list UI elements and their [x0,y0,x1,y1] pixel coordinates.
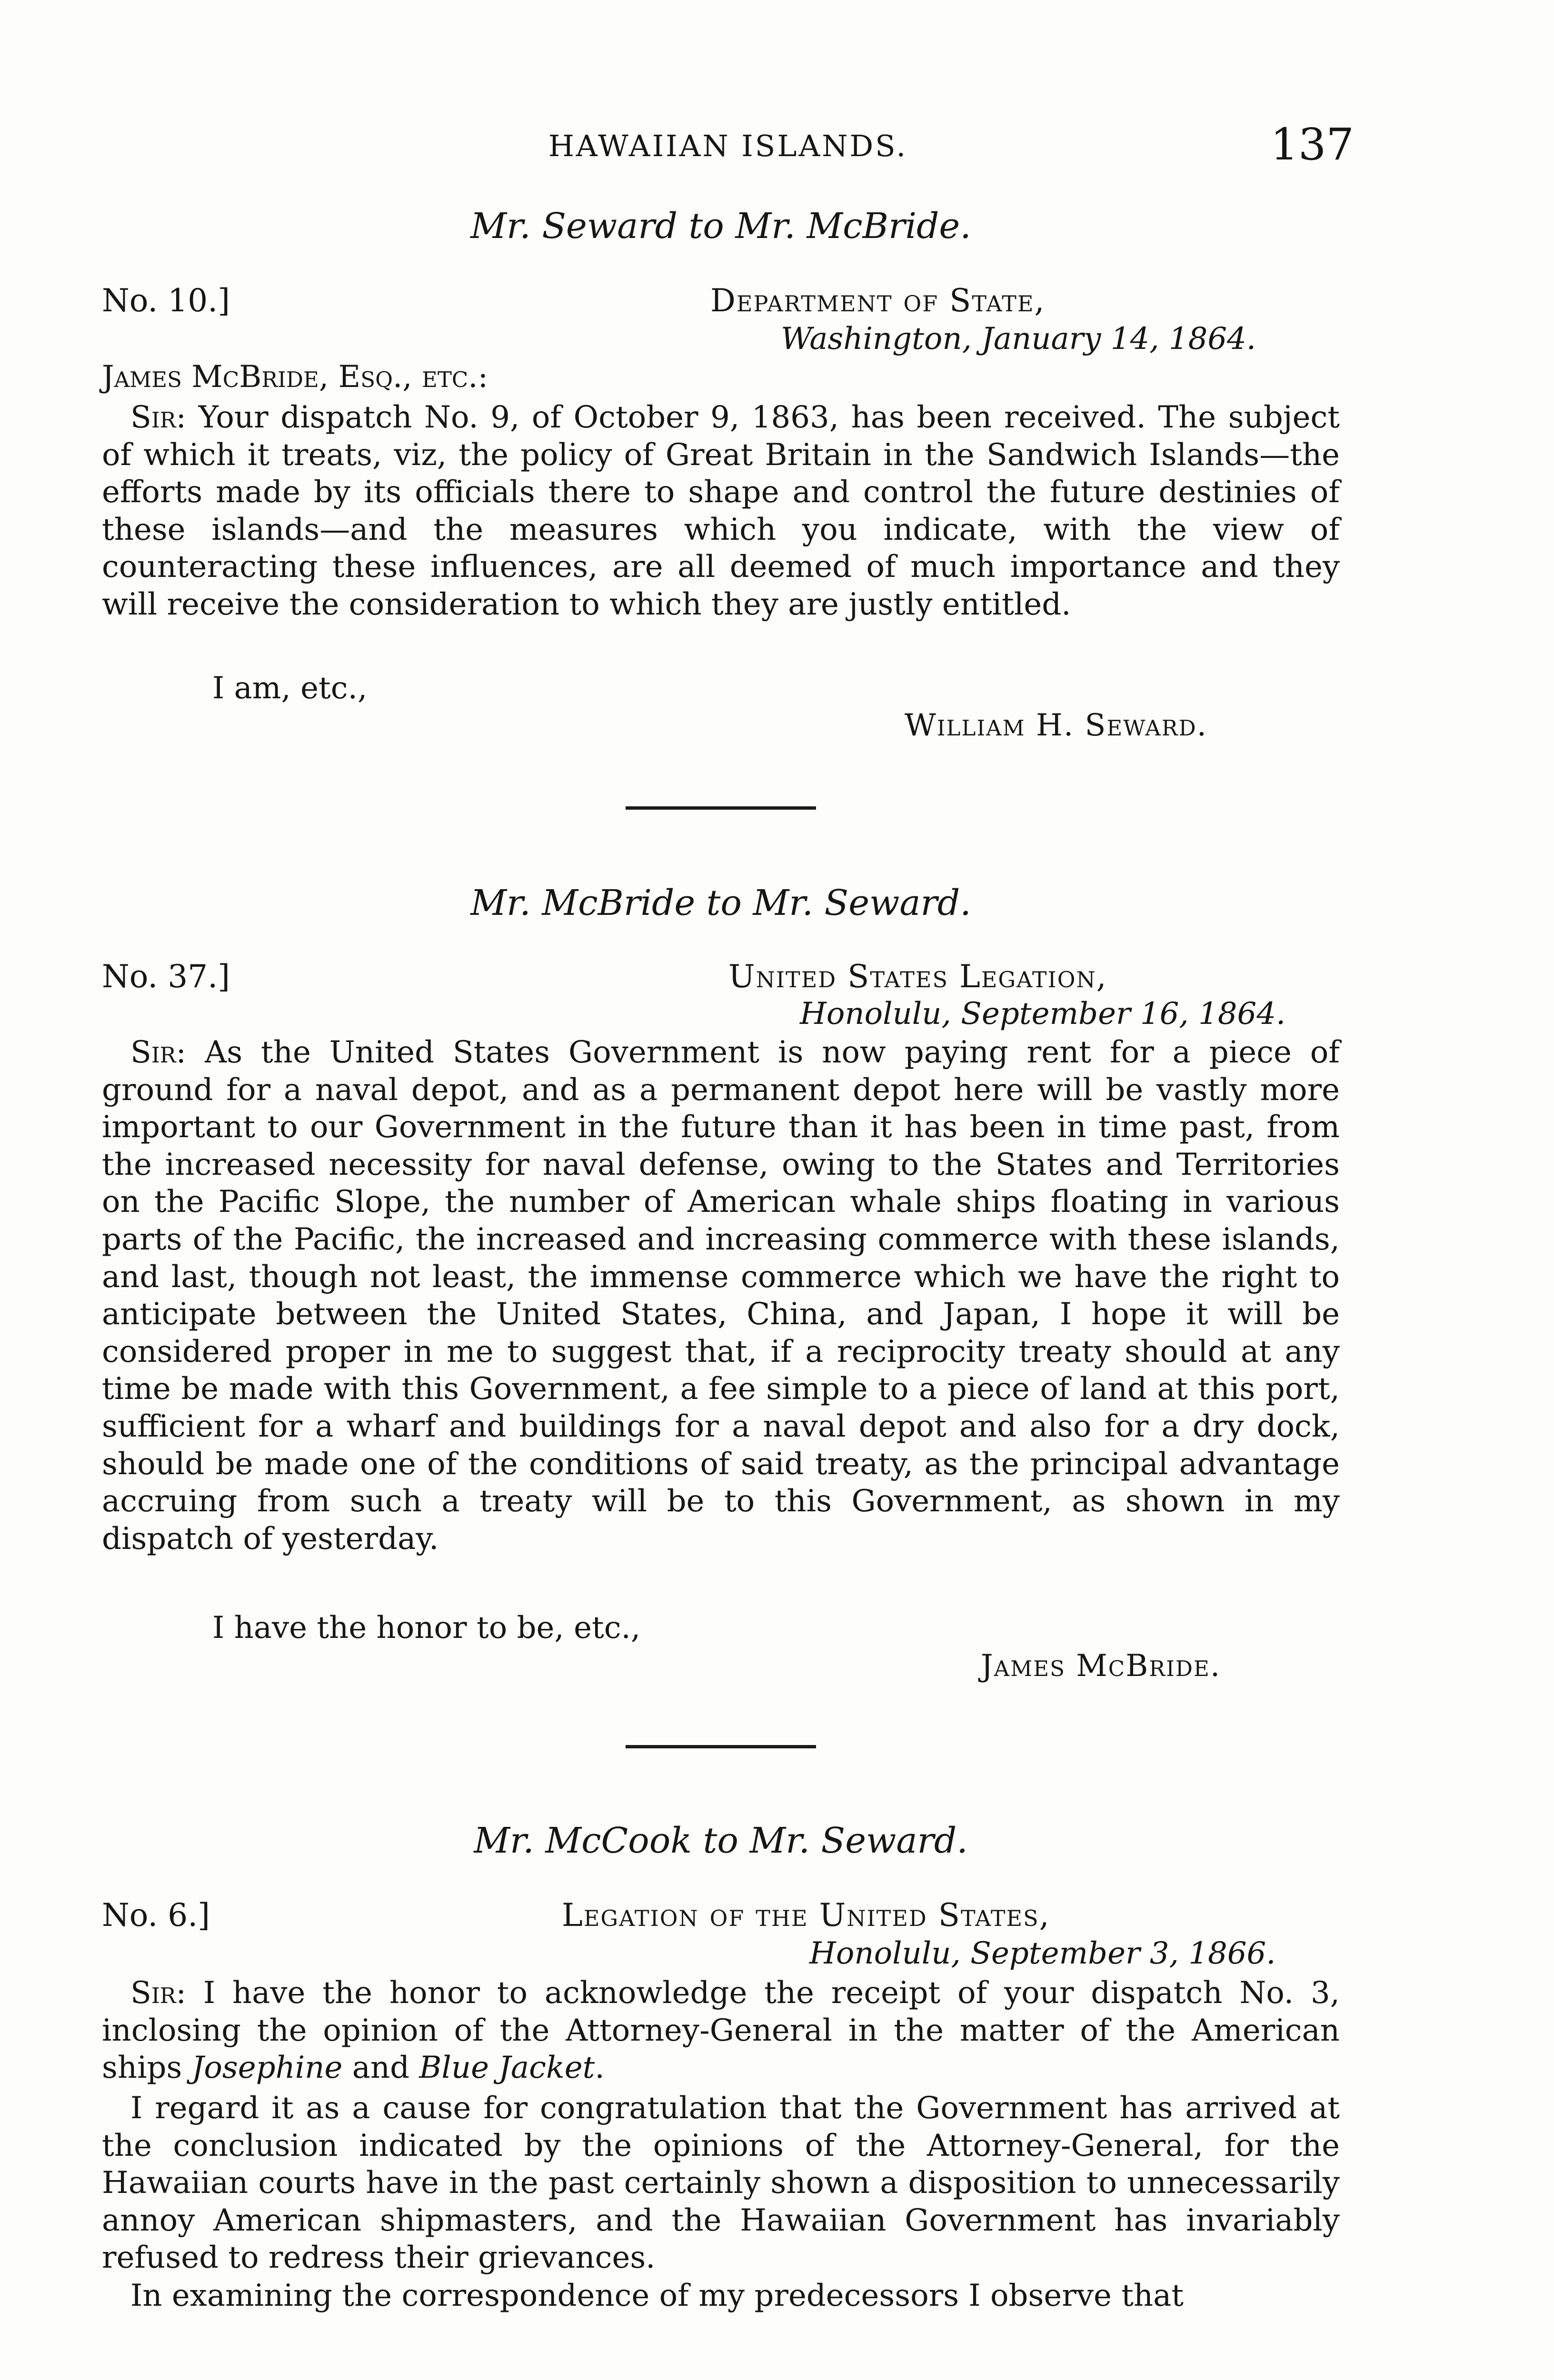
letter-dateline: Honolulu, September 3, 1866. [809,1936,1276,1971]
page-number: 137 [1270,119,1354,170]
letter-body [102,1974,1340,2087]
letter-body [102,399,1340,624]
letter-number: No. 37.] [102,958,230,995]
salutation: Sir: [130,1035,187,1070]
letter-office: United States Legation, [728,958,1107,995]
letter-addressee [102,358,488,396]
body-text: . [595,2050,605,2086]
body-text: and [342,2050,419,2086]
letter-heading: Mr. Seward to Mr. McBride. [470,206,971,247]
section-divider [626,1745,816,1748]
closing: I have the honor to be, etc., [212,1610,641,1646]
running-title: HAWAIIAN ISLANDS. [548,129,908,163]
letter-dateline: Washington, January 14, 1864. [781,321,1256,357]
running-head [102,119,1354,170]
salutation: Sir: [130,1975,187,2011]
letter-number: No. 10.] [102,282,230,319]
salutation: Sir: [130,400,187,435]
body-text: Your dispatch No. 9, of October 9, 1863, has been received. The subject of which it treats, viz, the policy of Great Britain in the Sandwich Islands—the efforts made by its officials there to shape and control the future destinies of these islands—and the measures which you indicate, with the view of counteracting these influences, are all deemed of much importance and they will receive the consideration to which they are justly entitled. [102,400,1340,622]
section-divider [626,806,816,810]
body-text: I have the honor to acknowledge the receipt of your dispatch No. 3, inclosing the opinion of the Attorney-General in the matter of the American ships [102,1975,1340,2086]
letter-number: No. 6.] [102,1897,210,1934]
letter-dateline: Honolulu, September 16, 1864. [800,996,1286,1031]
closing: I am, etc., [212,671,368,706]
signature: William H. Seward. [905,708,1208,743]
ship-name: Blue Jacket [419,2050,595,2086]
letter-body [102,1034,1340,1557]
ship-name: Josephine [191,2050,343,2086]
signature: James McBride. [981,1648,1221,1684]
body-text: As the United States Government is now paying rent for a piece of ground for a naval depot, and as a permanent depot here will be vastly more important to our Government in the future than it has been in time past, from the increased necessity for naval defense, owing to the States and Territories on the Pacific Slope, the number of American whale ships floating in various parts of the Pacific, the increased and increasing commerce with these islands, and last, though not least, the immense commerce which we have the right to anticipate between the United States, China, and Japan, I hope it will be considered proper in me to suggest that, if a reciprocity treaty should at any time be made with this Government, a fee simple to a piece of land at this port, sufficient for a wharf and buildings for a naval depot and also for a dry dock, should be made one of the conditions of said treaty, as the principal advantage accruing from such a treaty will be to this Government, as shown in my dispatch of yesterday. [102,1035,1340,1557]
letter-paragraph: I regard it as a cause for congratulation that the Government has arrived at the conclusion indicated by the opinions of the Attorney-General, for the Hawaiian courts have in the past certainly shown a disposition to unnecessarily annoy American shipmasters, and the Hawaiian Government has invariably refused to redress their grievances. [102,2091,1340,2276]
letter-office: Department of State, [710,282,1046,319]
letter-heading: Mr. McCook to Mr. Seward. [474,1820,968,1861]
letter-office: Legation of the United States, [562,1897,1050,1934]
addressee-text: James McBride, Esq., etc.: [102,359,488,395]
letter-paragraph: In examining the correspondence of my predecessors I observe that [130,2278,1184,2313]
letter-heading: Mr. McBride to Mr. Seward. [470,883,971,923]
